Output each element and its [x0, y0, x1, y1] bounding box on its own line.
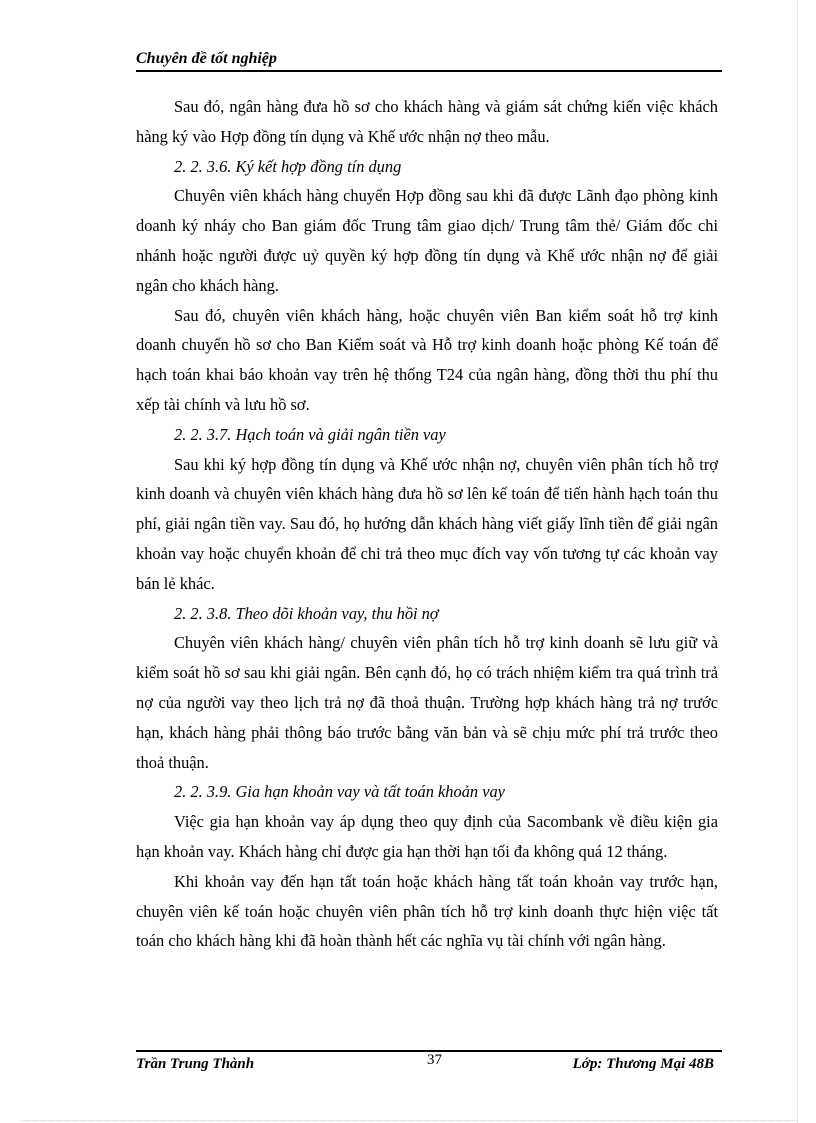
- page-boundary-bottom: [20, 1120, 797, 1121]
- page-header: [136, 48, 722, 72]
- footer-author: Trần Trung Thành: [136, 1056, 255, 1072]
- footer-class-name: Lớp: Thương Mại 48B: [572, 1056, 714, 1072]
- paragraph-3: Sau đó, chuyên viên khách hàng, hoặc chuyên viên Ban kiểm soát hỗ trợ kinh doanh chuyển hồ sơ cho Ban Kiểm soát và Hỗ trợ kinh doanh hoặc phòng Kế toán để hạch toán khai báo khoản vay trên hệ thống T24 của ngân hàng, đồng thời thu phí thu xếp tài chính và lưu hồ sơ.: [136, 305, 718, 414]
- page-boundary-right: [797, 0, 798, 1123]
- section-heading-2-2-3-6: 2. 2. 3.6. Ký kết hợp đồng tín dụng: [174, 156, 402, 176]
- paragraph-2: Chuyên viên khách hàng chuyển Hợp đồng sau khi đã được Lãnh đạo phòng kinh doanh ký nháy cho Ban giám đốc Trung tâm giao dịch/ Trung tâm thẻ/ Giám đốc chi nhánh hoặc người được uỷ quyền ký hợp đồng tín dụng và Khế ước nhận nợ để giải ngân cho khách hàng.: [136, 186, 718, 295]
- paragraph-1: Sau đó, ngân hàng đưa hồ sơ cho khách hàng và giám sát chứng kiến việc khách hàng ký vào Hợp đồng tín dụng và Khế ước nhận nợ theo mẫu.: [136, 97, 718, 146]
- document-body: [136, 92, 718, 956]
- paragraph-4: Sau khi ký hợp đồng tín dụng và Khế ước nhận nợ, chuyên viên phân tích hỗ trợ kinh doanh và chuyên viên khách hàng đưa hồ sơ lên kế toán để tiến hành hạch toán thu phí, giải ngân tiền vay. Sau đó, họ hướng dẫn khách hàng viết giấy lĩnh tiền để giải ngân khoản vay hoặc chuyển khoản để chi trả theo mục đích vay vốn tương tự các khoản vay bán lẻ khác.: [136, 454, 718, 593]
- header-title: Chuyên đề tốt nghiệp: [136, 50, 277, 67]
- paragraph-5: Chuyên viên khách hàng/ chuyên viên phân tích hỗ trợ kinh doanh sẽ lưu giữ và kiểm soát hồ sơ sau khi giải ngân. Bên cạnh đó, họ có trách nhiệm kiểm tra quá trình trả nợ của người vay theo lịch trả nợ đã thoả thuận. Trường hợp khách hàng trả nợ trước hạn, khách hàng phải thông báo trước bằng văn bản và sẽ chịu mức phí trả trước theo thoả thuận.: [136, 633, 718, 772]
- paragraph-6: Việc gia hạn khoản vay áp dụng theo quy định của Sacombank về điều kiện gia hạn khoản vay. Khách hàng chỉ được gia hạn thời hạn tối đa không quá 12 tháng.: [136, 812, 718, 861]
- section-heading-2-2-3-9: 2. 2. 3.9. Gia hạn khoản vay và tất toán khoản vay: [174, 782, 505, 802]
- paragraph-7: Khi khoản vay đến hạn tất toán hoặc khách hàng tất toán khoản vay trước hạn, chuyên viên kế toán hoặc chuyên viên phân tích hỗ trợ kinh doanh thực hiện việc tất toán cho khách hàng khi đã hoàn thành hết các nghĩa vụ tài chính với ngân hàng.: [136, 871, 718, 951]
- section-heading-2-2-3-7: 2. 2. 3.7. Hạch toán và giải ngân tiền vay: [174, 424, 446, 444]
- page-number: 37: [427, 1052, 442, 1068]
- section-heading-2-2-3-8: 2. 2. 3.8. Theo dõi khoản vay, thu hồi nợ: [174, 603, 439, 623]
- page-footer: [136, 1050, 722, 1080]
